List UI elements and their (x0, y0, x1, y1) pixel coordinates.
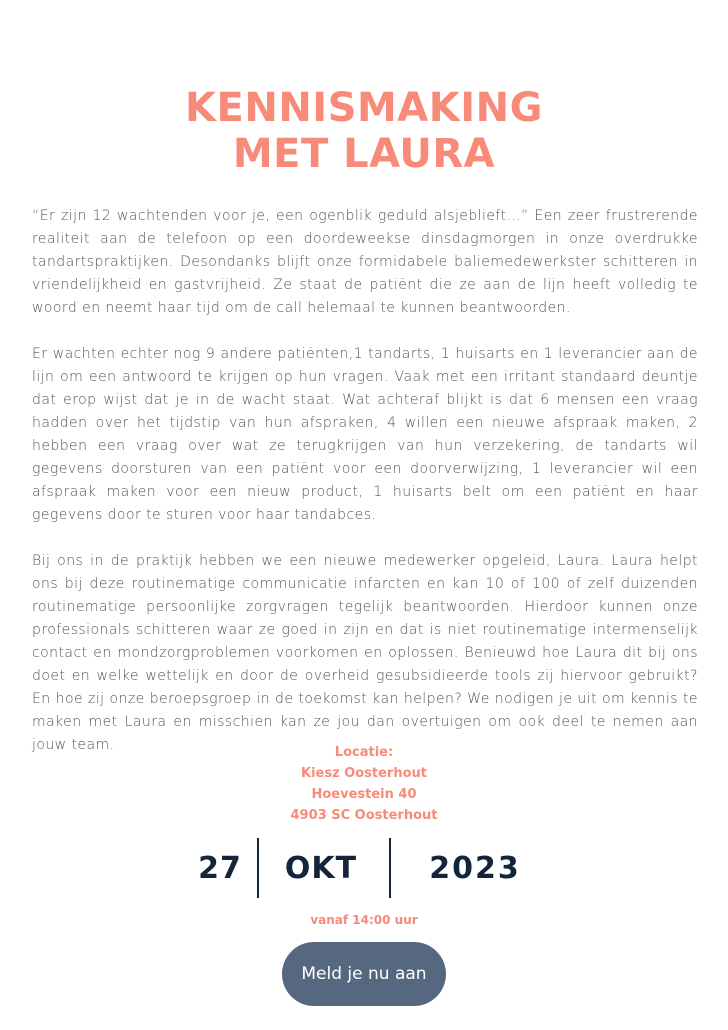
register-button[interactable]: Meld je nu aan (282, 942, 446, 1006)
location-name: Kiesz Oosterhout (301, 766, 427, 781)
date-month: OKT (284, 851, 358, 886)
title-line-1: KENNISMAKING (185, 84, 543, 131)
date-year: 2023 (429, 851, 521, 886)
location-label: Locatie: (334, 745, 394, 760)
date-day: 27 (198, 851, 242, 886)
date-divider (389, 838, 391, 898)
paragraph-waiting: Er wachten echter nog 9 andere patiënten,1 tandarts, 1 huisarts en 1 leverancier aan de lijn om een antwoord te krijgen op hun vragen. Vaak met een irritant standaard deuntje dat erop wijst dat je in de wacht staat. Wat achteraf blijkt is dat 6 mensen een vraag hadden over het tijdstip van hun afspraken, 4 willen een nieuwe afspraak maken, 2 hebben een vraag over wat ze terugkrijgen van hun verzekering, de tandarts wil gegevens doorsturen van een patiënt voor een doorverwijzing, 1 leverancier wil een afspraak maken voor een nieuw product, 1 huisarts belt om een patiënt en haar gegevens door te sturen voor haar tandabces. (32, 346, 698, 523)
title-line-2: MET LAURA (232, 130, 496, 177)
event-date (0, 838, 728, 898)
location-city: 4903 SC Oosterhout (290, 808, 438, 823)
event-time: vanaf 14:00 uur (310, 913, 418, 927)
date-divider (257, 838, 259, 898)
paragraph-laura: Bij ons in de praktijk hebben we een nieuwe medewerker opgeleid, Laura. Laura helpt ons bij deze routinematige communicatie infarcten en kan 10 of 100 of zelf duizenden routinematige persoonlijke zorgvragen tegelijk beantwoorden. Hierdoor kunnen onze professionals schitteren waar ze goed in zijn en dat is niet routinematige intermenselijk contact en mondzorgproblemen voorkomen en oplossen. Benieuwd hoe Laura dit bij ons doet en welke wettelijk en door de overheid gesubsidieerde tools zij hiervoor gebruikt? En hoe zij onze beroepsgroep in de toekomst kan helpen? We nodigen je uit om kennis te maken met Laura en misschien kan ze jou dan overtuigen om ook deel te nemen aan jouw team. (32, 553, 698, 753)
location-block (0, 742, 728, 826)
page-title (0, 85, 728, 177)
paragraph-intro: “Er zijn 12 wachtenden voor je, een ogenblik geduld alsjeblieft…” Een zeer frustrerende realiteit aan de telefoon op een doordeweekse dinsdagmorgen in onze overdrukke tandartspraktijken. Desondanks blijft onze formidabele baliemedewerkster schitteren in vriendelijkheid en gastvrijheid. Ze staat de patiënt die ze aan de lijn heeft volledig te woord en neemt haar tijd om de call helemaal te kunnen beantwoorden. (32, 208, 698, 316)
body-text (32, 205, 698, 757)
location-street: Hoevestein 40 (311, 787, 417, 802)
